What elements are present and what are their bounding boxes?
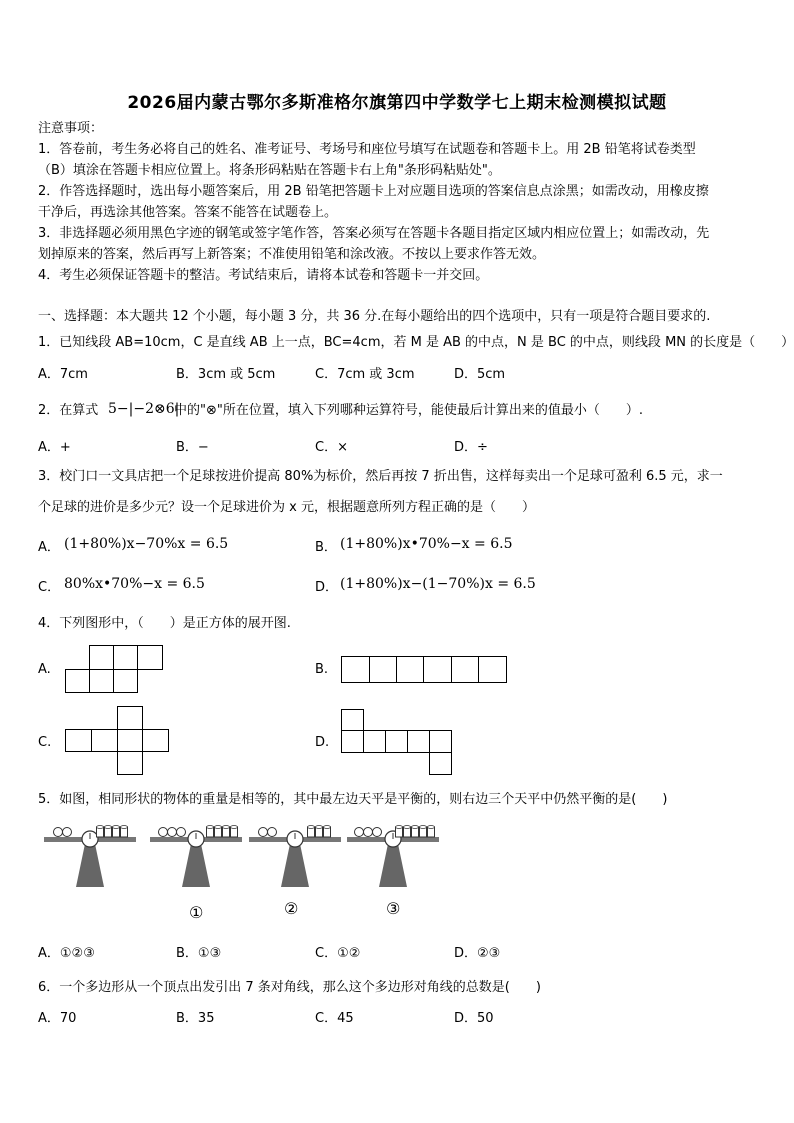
scale-label-1: ① [189,903,204,922]
section-heading: 一、选择题：本大题共 12 个小题，每小题 3 分，共 36 分.在每小题给出的四个选项中，只有一项是符合题目要求的. [38,309,711,324]
q3-option-b-formula: (1+80%)x•70%−x = 6.5 [340,536,513,552]
q3-option-b-label: B． [315,540,337,555]
q3-option-c-formula: 80%x•70%−x = 6.5 [64,576,205,592]
balance-scale-2 [249,826,341,888]
question-6-stem: 6．一个多边形从一个顶点出发引出 7 条对角线，那么这个多边形对角线的总数是( ) [38,980,541,995]
q4-option-b-label: B. [315,662,329,677]
q2-option-b: B．− [176,440,209,455]
q3-option-d-formula: (1+80%)x−(1−70%)x = 6.5 [340,576,536,592]
page-title: 2026届内蒙古鄂尔多斯准格尔旗第四中学数学七上期末检测模拟试题 [127,93,667,113]
q4-option-c-label: C. [38,735,52,750]
question-5-stem: 5．如图，相同形状的物体的重量是相等的，其中最左边天平是平衡的，则右边三个天平中仍然平衡的是( ) [38,792,668,807]
q5-option-b: B．①③ [176,946,222,961]
q6-option-b: B．35 [176,1011,215,1026]
notes-line: 干净后，再选涂其他答案。答案不能答在试题卷上。 [38,205,338,220]
notes-line: 4．考生必须保证答题卡的整洁。考试结束后，请将本试卷和答题卡一并交回。 [38,268,489,283]
notes-line: 划掉原来的答案，然后再写上新答案；不准使用铅笔和涂改液。不按以上要求作答无效。 [38,247,546,262]
notes-line: 2．作答选择题时，选出每小题答案后，用 2B 铅笔把答题卡上对应题目选项的答案信息点涂黑；如需改动，用橡皮擦 [38,184,709,199]
q5-option-a: A．①②③ [38,946,95,961]
q5-option-c: C．①② [315,946,361,961]
notes-heading: 注意事项： [38,121,104,136]
q3-option-a-label: A． [38,540,60,555]
q3-option-c-label: C． [38,580,61,595]
question-2-stem-end: 中的"⊗"所在位置，填入下列哪种运算符号，能使最后计算出来的值最小（ ）. [174,403,643,418]
q6-option-a: A．70 [38,1011,77,1026]
q4-option-d-label: D. [315,735,330,750]
question-2-expression: 5−|−2⊗6| [108,401,180,417]
q6-option-c: C．45 [315,1011,354,1026]
question-3-line-2: 个足球的进价是多少元？设一个足球进价为 x 元，根据题意所列方程正确的是（ ） [38,500,535,515]
notes-line: （B）填涂在答题卡相应位置上。将条形码粘贴在答题卡右上角"条形码粘贴处"。 [38,163,501,178]
q1-option-c: C．7cm 或 3cm [315,367,415,382]
q5-option-d: D．②③ [454,946,501,961]
question-3-line-1: 3．校门口一文具店把一个足球按进价提高 80%为标价，然后再按 7 折出售，这样每卖出一个足球可盈利 6.5 元，求一 [38,469,723,484]
q1-option-d: D．5cm [454,367,506,382]
q1-option-b: B．3cm 或 5cm [176,367,276,382]
q2-option-c: C．× [315,440,348,455]
notes-line: 3．非选择题必须用黑色字迹的钢笔或签字笔作答，答案必须写在答题卡各题目指定区域内相应位置上；如需改动，先 [38,226,710,241]
balance-scale-3 [347,826,439,888]
q6-option-d: D．50 [454,1011,494,1026]
q3-option-a-formula: (1+80%)x−70%x = 6.5 [64,536,229,552]
question-2-stem-start: 2．在算式 [38,403,99,418]
question-1-stem: 1．已知线段 AB=10cm，C 是直线 AB 上一点，BC=4cm，若 M 是 AB 的中点，N 是 BC 的中点，则线段 MN 的长度是（ ） [38,335,794,350]
q3-option-d-label: D． [315,580,339,595]
scale-label-3: ③ [386,899,401,918]
q2-option-d: D．÷ [454,440,488,455]
q1-option-a: A．7cm [38,367,88,382]
notes-line: 1．答卷前，考生务必将自己的姓名、准考证号、考场号和座位号填写在试题卷和答题卡上。用 2B 铅笔将试卷类型 [38,142,696,157]
balance-scale-1 [150,826,242,888]
question-4-stem: 4．下列图形中，（ ）是正方体的展开图. [38,616,291,631]
q4-option-a-label: A. [38,662,51,677]
scale-label-2: ② [284,899,299,918]
q2-option-a: A．+ [38,440,71,455]
balance-scale-reference [44,826,136,888]
